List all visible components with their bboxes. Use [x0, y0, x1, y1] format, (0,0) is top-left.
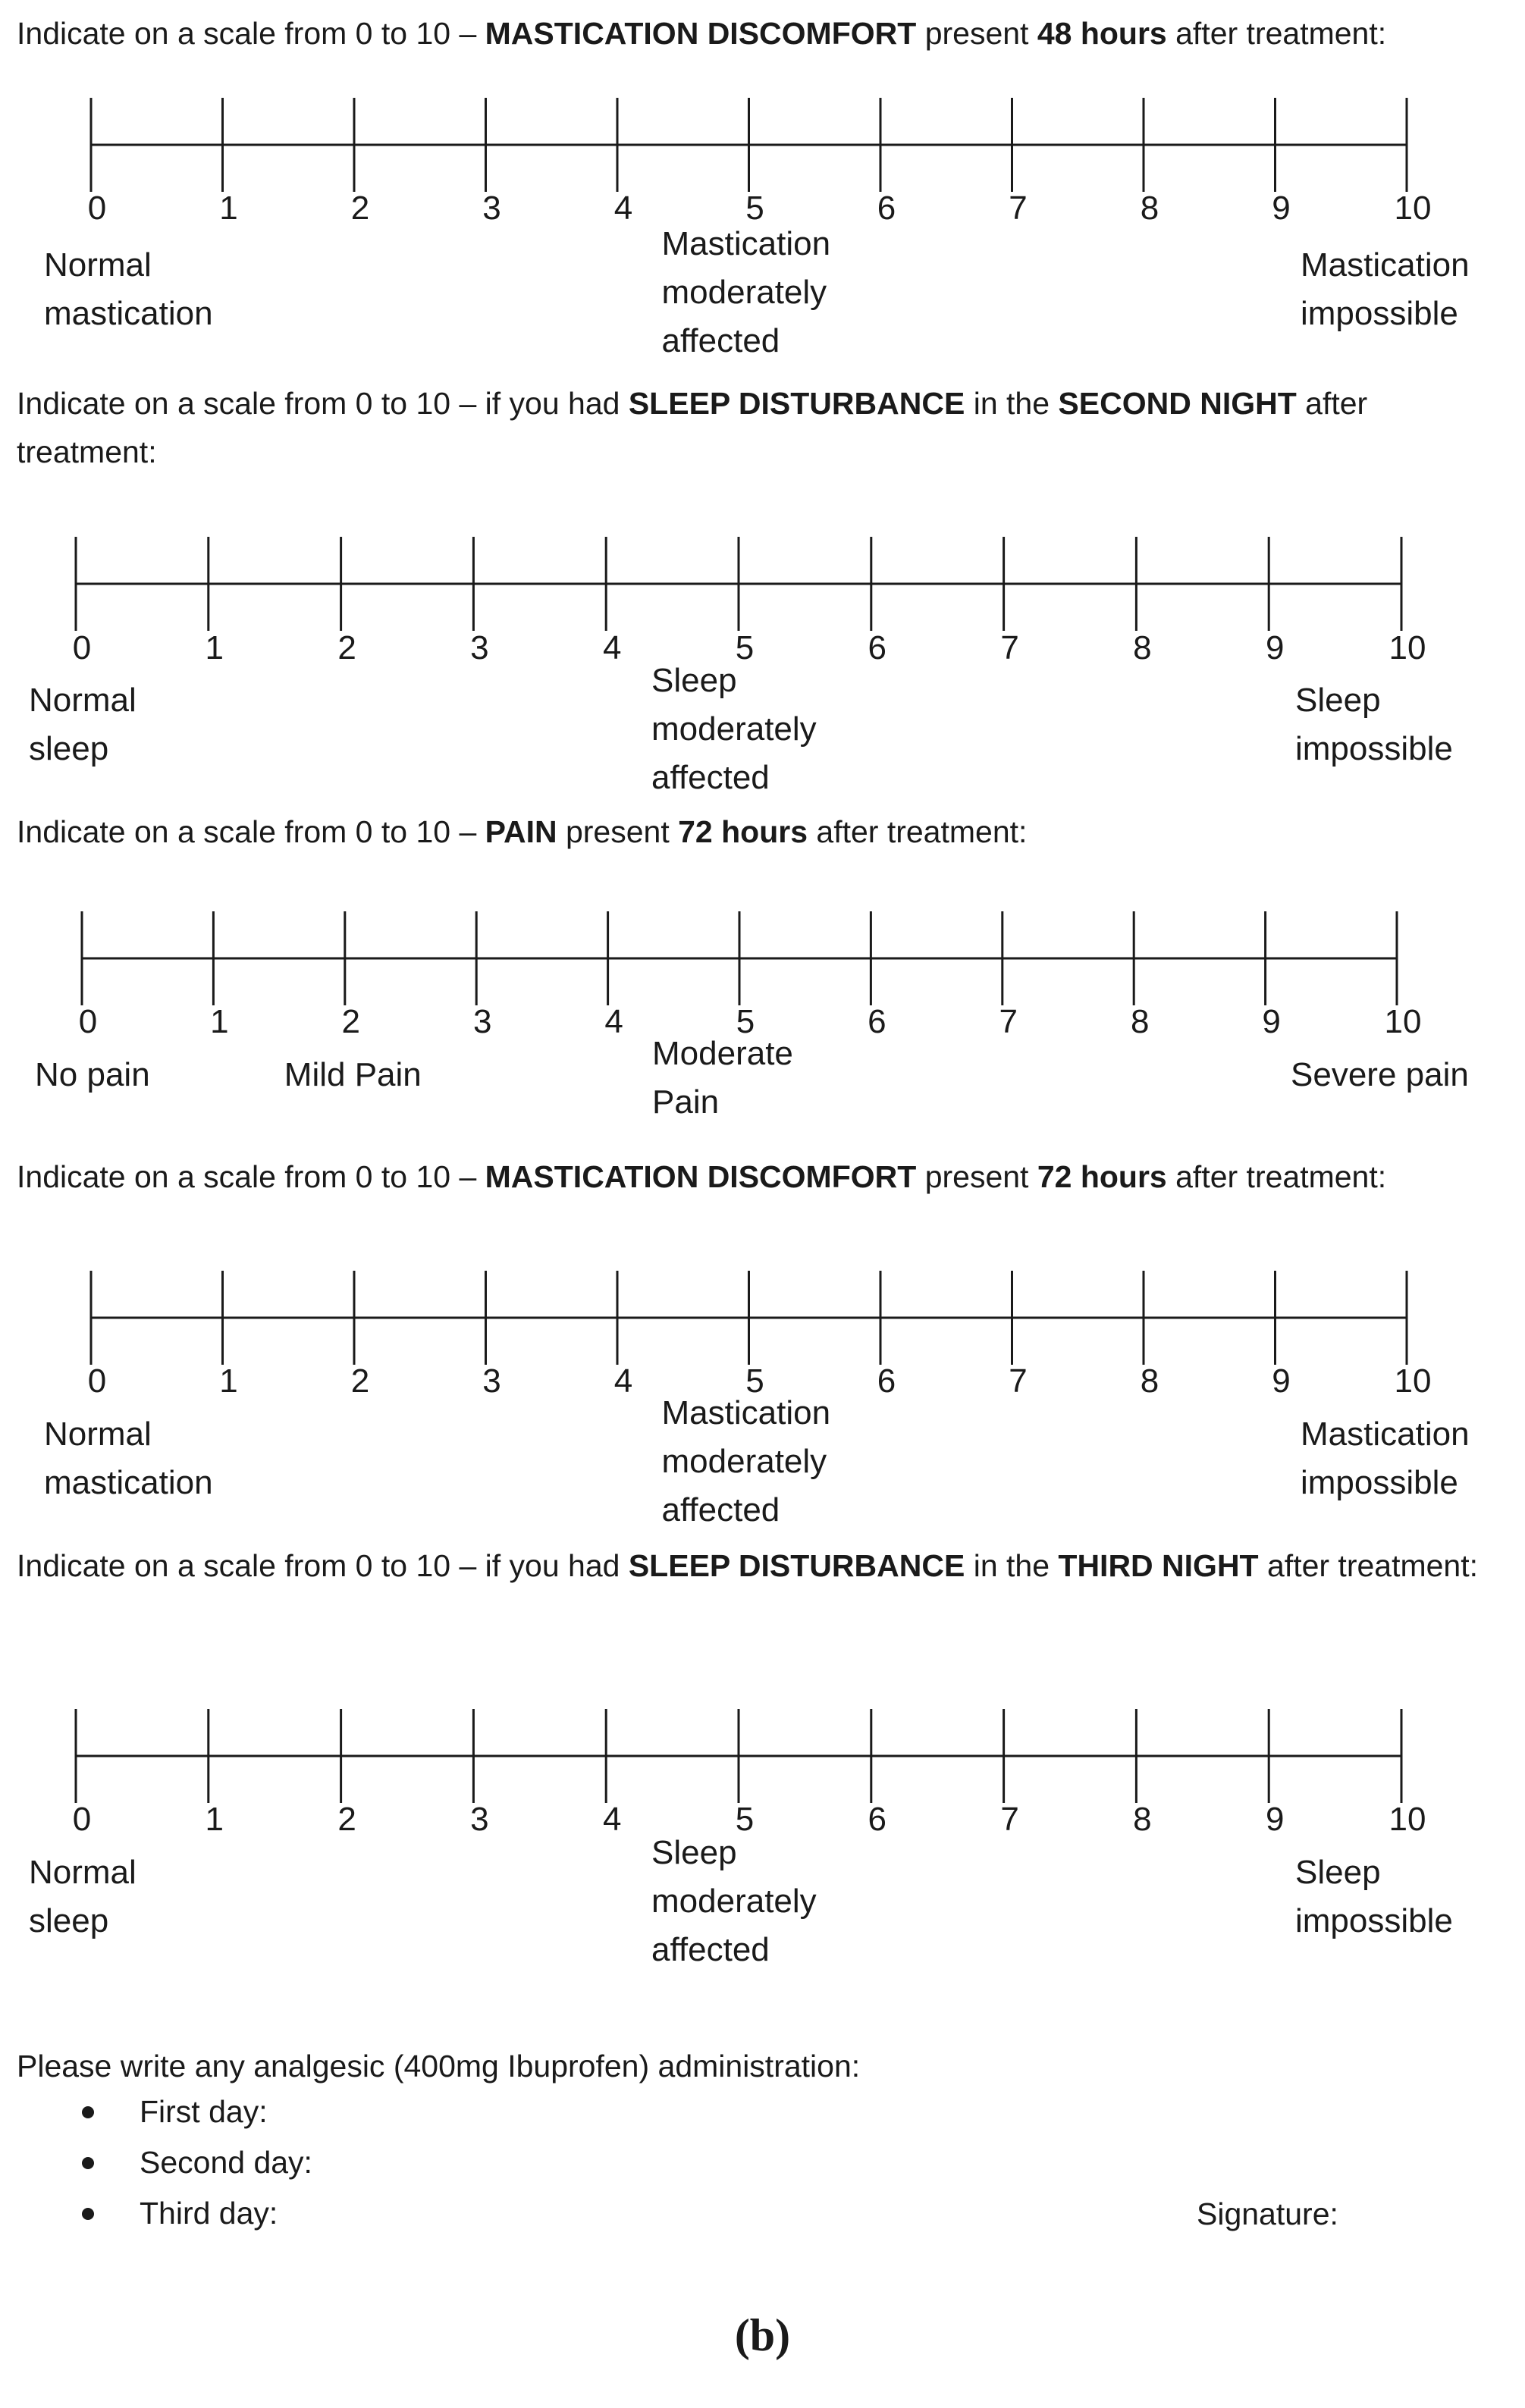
question-text-part: SLEEP DISTURBANCE	[628, 386, 965, 421]
scale-number-3: 3	[482, 1362, 501, 1400]
question-text-part: SLEEP DISTURBANCE	[628, 1548, 965, 1583]
scale-anchor-label: No pain	[35, 1056, 150, 1093]
question-text-part: Indicate on a scale from 0 to 10 – if you had	[17, 386, 629, 421]
scale-number-10: 10	[1394, 190, 1432, 227]
scale-number-5: 5	[736, 1003, 755, 1040]
scale-number-2: 2	[337, 629, 356, 666]
scale-number-5: 5	[735, 629, 755, 666]
scale-number-5: 5	[745, 190, 764, 227]
question-text-part: 72 hours	[678, 814, 808, 849]
scale-anchor-label: Normal mastication	[44, 1416, 213, 1501]
list-item-first-day: First day:	[76, 2087, 312, 2137]
scale-number-8: 8	[1133, 629, 1152, 666]
question-text-part: in the	[965, 1548, 1059, 1583]
question-text-part: MASTICATION DISCOMFORT	[485, 16, 917, 51]
scale-anchor-label: Severe pain	[1291, 1056, 1469, 1093]
question-text-part: after treatment:	[1258, 1548, 1479, 1583]
scale-number-5: 5	[735, 1801, 755, 1838]
scale-anchor-label: Normal sleep	[29, 682, 136, 767]
question-text-part: present	[916, 16, 1037, 51]
scale-number-1: 1	[205, 1801, 224, 1838]
scale-number-1: 1	[210, 1003, 229, 1040]
question-text-part: 72 hours	[1037, 1159, 1167, 1194]
scale-number-2: 2	[341, 1003, 361, 1040]
scale-number-4: 4	[602, 1801, 622, 1838]
question-text-part: Indicate on a scale from 0 to 10 – if you had	[17, 1548, 629, 1583]
analgesic-prompt: Please write any analgesic (400mg Ibuprofen) administration:	[17, 2049, 861, 2083]
scale-number-3: 3	[482, 190, 501, 227]
scale-number-8: 8	[1133, 1801, 1152, 1838]
scale-number-0: 0	[78, 1003, 98, 1040]
scale-anchor-label: Normal sleep	[29, 1854, 136, 1939]
scale-number-9: 9	[1272, 190, 1291, 227]
scale-anchor-label: Sleep impossible	[1295, 682, 1453, 767]
scale-anchor-label: Sleep moderately affected	[651, 1834, 817, 1968]
scale-number-4: 4	[613, 1362, 633, 1400]
signature-label: Signature:	[1197, 2196, 1338, 2231]
scale-number-6: 6	[877, 1362, 896, 1400]
scale-anchor-label: Mastication impossible	[1301, 1416, 1470, 1501]
scale-anchor-label: Sleep impossible	[1295, 1854, 1453, 1939]
scale-number-4: 4	[613, 190, 633, 227]
scale-number-9: 9	[1272, 1362, 1291, 1400]
scale-anchor-label: Mastication moderately affected	[661, 1394, 831, 1529]
list-item-third-day: Third day:	[76, 2188, 312, 2239]
scale-number-6: 6	[868, 1003, 886, 1040]
scale-number-4: 4	[602, 629, 622, 666]
scale-anchor-label: Sleep moderately affected	[651, 662, 817, 796]
question-text-part: present	[557, 814, 679, 849]
question-text-part: in the	[965, 386, 1059, 421]
scale-number-2: 2	[350, 190, 370, 227]
question-text-part: after treatment:	[1166, 1159, 1387, 1194]
scale-number-3: 3	[470, 1801, 489, 1838]
scale-number-8: 8	[1130, 1003, 1150, 1040]
scale-anchor-label: Mastication impossible	[1301, 246, 1470, 332]
scale-number-0: 0	[87, 190, 107, 227]
scale-number-4: 4	[604, 1003, 623, 1040]
scale-number-0: 0	[72, 1801, 92, 1838]
scale-number-1: 1	[219, 190, 238, 227]
scale-number-7: 7	[1009, 1362, 1028, 1400]
scale-anchor-label: Moderate Pain	[652, 1035, 793, 1121]
question-text-part: 48 hours	[1037, 16, 1167, 51]
question-text-part: THIRD NIGHT	[1058, 1548, 1259, 1583]
question-text-part: Indicate on a scale from 0 to 10 –	[17, 814, 485, 849]
scale-number-8: 8	[1140, 190, 1159, 227]
scale-number-7: 7	[1000, 629, 1019, 666]
scale-number-5: 5	[745, 1362, 764, 1400]
scale-anchor-label: Mild Pain	[284, 1056, 422, 1093]
question-text-part: Indicate on a scale from 0 to 10 –	[17, 1159, 485, 1194]
scale-anchor-label: Normal mastication	[44, 246, 213, 332]
figure-caption: (b)	[734, 2310, 791, 2360]
scale-number-6: 6	[877, 190, 896, 227]
scale-number-9: 9	[1265, 1801, 1285, 1838]
scale-number-10: 10	[1384, 1003, 1422, 1040]
scale-number-9: 9	[1265, 629, 1285, 666]
analgesic-day-list	[76, 2087, 312, 2239]
question-text-part: PAIN	[485, 814, 557, 849]
scale-number-2: 2	[337, 1801, 356, 1838]
scale-number-10: 10	[1394, 1362, 1432, 1400]
question-text-part: MASTICATION DISCOMFORT	[485, 1159, 917, 1194]
scale-number-0: 0	[72, 629, 92, 666]
scale-number-7: 7	[1000, 1801, 1019, 1838]
scale-anchor-label: Mastication moderately affected	[661, 225, 831, 359]
scale-number-3: 3	[470, 629, 489, 666]
question-text-part: Indicate on a scale from 0 to 10 –	[17, 16, 485, 51]
scale-number-0: 0	[87, 1362, 107, 1400]
question-text-part: SECOND NIGHT	[1058, 386, 1297, 421]
scale-number-6: 6	[868, 629, 887, 666]
question-text-part: after treatment:	[808, 814, 1028, 849]
scale-number-10: 10	[1389, 1801, 1426, 1838]
question-text-part: after treatment:	[1166, 16, 1387, 51]
scale-number-3: 3	[472, 1003, 492, 1040]
scale-number-2: 2	[350, 1362, 370, 1400]
scale-number-7: 7	[1009, 190, 1028, 227]
scale-number-9: 9	[1262, 1003, 1281, 1040]
list-item-second-day: Second day:	[76, 2137, 312, 2188]
scale-number-6: 6	[868, 1801, 887, 1838]
scale-number-7: 7	[999, 1003, 1018, 1040]
scale-number-1: 1	[205, 629, 224, 666]
question-text-part: present	[916, 1159, 1037, 1194]
scale-number-10: 10	[1389, 629, 1426, 666]
scale-number-1: 1	[219, 1362, 238, 1400]
question-text-part: after treatment:	[17, 386, 1368, 469]
scale-number-8: 8	[1140, 1362, 1159, 1400]
